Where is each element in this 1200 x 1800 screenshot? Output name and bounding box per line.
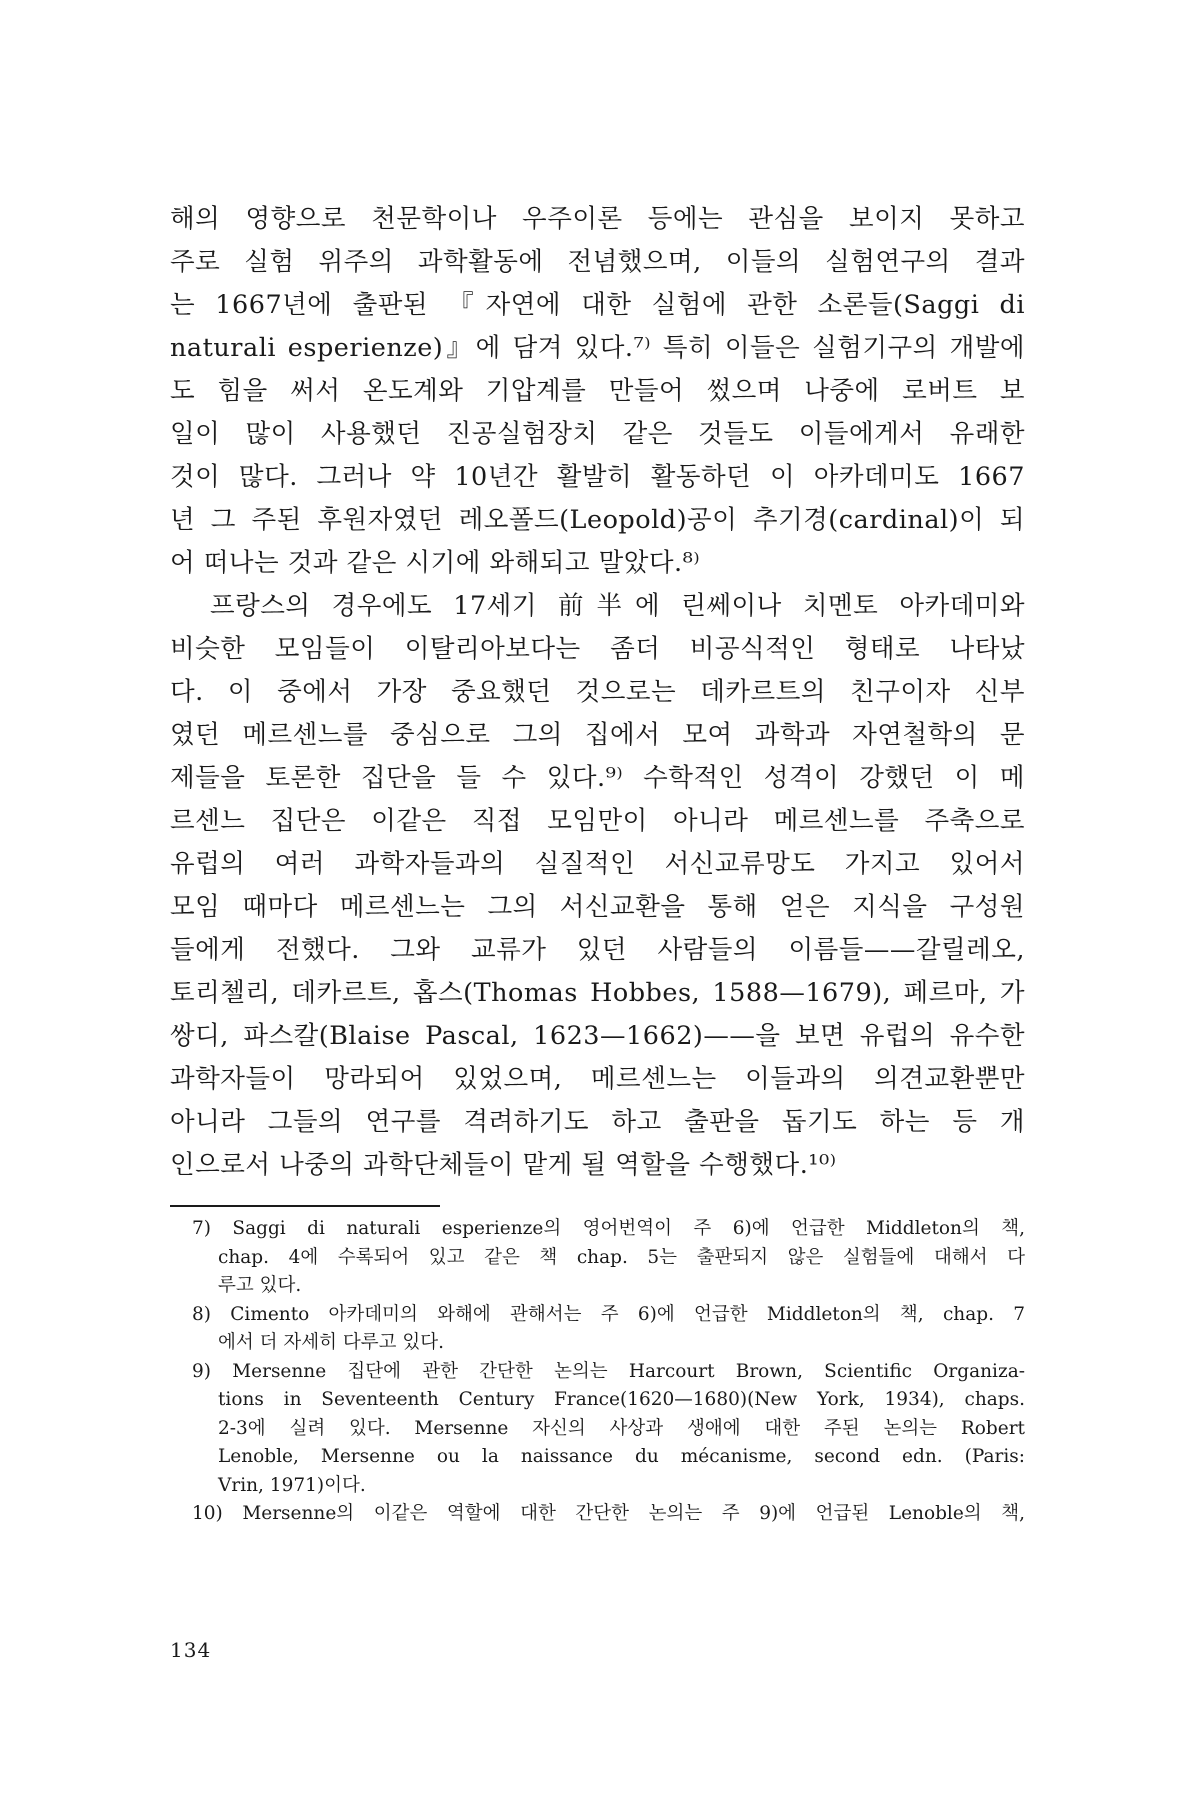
body-line: 주로 실험 위주의 과학활동에 전념했으며, 이들의 실험연구의 결과 — [170, 247, 1025, 277]
footnote-line: 8) Cimento 아카데미의 와해에 관해서는 주 6)에 언급한 Middleton의 책, chap. 7 — [192, 1303, 1025, 1325]
footnote-line: 7) Saggi di naturali esperienze의 영어번역이 주 6)에 언급한 Middleton의 책, — [192, 1218, 1025, 1239]
body-line: 였던 메르센느를 중심으로 그의 집에서 모여 과학과 자연철학의 문 — [170, 720, 1025, 750]
body-line: naturali esperienze)』에 담겨 있다.⁷⁾ 특히 이들은 실험기구의 개발에 — [170, 333, 1025, 363]
body-line: 르센느 집단은 이같은 직접 모임만이 아니라 메르센느를 주축으로 — [170, 806, 1025, 836]
body-line: 것이 많다. 그러나 약 10년간 활발히 활동하던 이 아카데미도 1667 — [170, 462, 1025, 492]
body-line: 인으로서 나중의 과학단체들이 맡게 될 역할을 수행했다.¹⁰⁾ — [170, 1150, 837, 1180]
body-line: 모임 때마다 메르센느는 그의 서신교환을 통해 얻은 지식을 구성원 — [170, 892, 1025, 922]
footnote-line: 2-3에 실려 있다. Mersenne 자신의 사상과 생애에 대한 주된 논의는 Robert — [218, 1417, 1025, 1439]
body-line: 해의 영향으로 천문학이나 우주이론 등에는 관심을 보이지 못하고 — [170, 204, 1025, 234]
footnote-line: Vrin, 1971)이다. — [218, 1474, 366, 1496]
body-line: 일이 많이 사용했던 진공실험장치 같은 것들도 이들에게서 유래한 — [170, 419, 1025, 449]
footnote-line: 10) Mersenne의 이같은 역할에 대한 간단한 논의는 주 9)에 언급된 Lenoble의 책, — [192, 1503, 1025, 1524]
body-line: 어 떠나는 것과 같은 시기에 와해되고 말았다.⁸⁾ — [170, 548, 701, 578]
main-body-text — [170, 198, 1025, 1187]
footnote-line: Lenoble, Mersenne ou la naissance du mécanisme, second edn. (Paris: — [218, 1446, 1025, 1467]
body-line: 도 힘을 써서 온도계와 기압계를 만들어 썼으며 나중에 로버트 보 — [170, 376, 1025, 406]
body-line: 과학자들이 망라되어 있었으며, 메르센느는 이들과의 의견교환뿐만 — [170, 1064, 1025, 1094]
footnote-line: tions in Seventeenth Century France(1620—1680)(New York, 1934), chaps. — [218, 1389, 1025, 1410]
footnote-line: chap. 4에 수록되어 있고 같은 책 chap. 5는 출판되지 않은 실험들에 대해서 다 — [218, 1246, 1025, 1268]
body-line: 제들을 토론한 집단을 들 수 있다.⁹⁾ 수학적인 성격이 강했던 이 메 — [170, 763, 1025, 793]
footnote-line: 9) Mersenne 집단에 관한 간단한 논의는 Harcourt Brown, Scientific Organiza- — [192, 1360, 1025, 1382]
body-line: 비슷한 모임들이 이탈리아보다는 좀더 비공식적인 형태로 나타났 — [170, 634, 1025, 664]
body-line: 아니라 그들의 연구를 격려하기도 하고 출판을 돕기도 하는 등 개 — [170, 1107, 1025, 1137]
page-number: 134 — [170, 1638, 212, 1662]
footnotes — [170, 1205, 1025, 1529]
footnote-line: 루고 있다. — [218, 1275, 302, 1296]
body-line: 쌍디, 파스칼(Blaise Pascal, 1623—1662)——을 보면 유럽의 유수한 — [170, 1021, 1025, 1051]
body-line: 는 1667년에 출판된 『자연에 대한 실험에 관한 소론들(Saggi di — [170, 290, 1025, 320]
body-line: 다. 이 중에서 가장 중요했던 것으로는 데카르트의 친구이자 신부 — [170, 677, 1025, 707]
body-line: 프랑스의 경우에도 17세기 前半에 린쎄이나 치멘토 아카데미와 — [210, 591, 1025, 621]
body-line: 유럽의 여러 과학자들과의 실질적인 서신교류망도 가지고 있어서 — [170, 849, 1025, 879]
body-line: 토리첼리, 데카르트, 홉스(Thomas Hobbes, 1588—1679), 페르마, 가 — [170, 978, 1025, 1008]
footnote-line: 에서 더 자세히 다루고 있다. — [218, 1332, 444, 1353]
body-line: 년 그 주된 후원자였던 레오폴드(Leopold)공이 추기경(cardinal)이 되 — [170, 505, 1025, 535]
footnote-divider — [170, 1205, 440, 1207]
body-line: 들에게 전했다. 그와 교류가 있던 사람들의 이름들——갈릴레오, — [170, 935, 1025, 965]
